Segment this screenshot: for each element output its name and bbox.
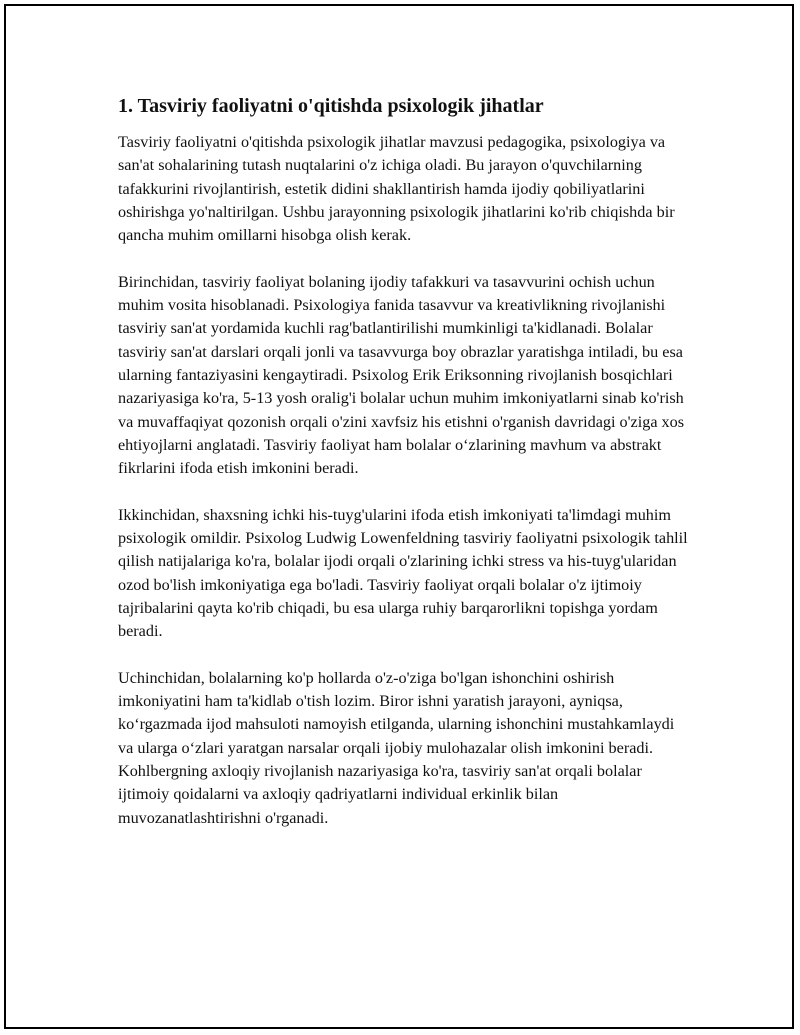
paragraph-second-point: Ikkinchidan, shaxsning ichki his-tuyg'ularini ifoda etish imkoniyati ta'limdagi muhim psixologik omildir. Psixolog Ludwig Lowenfeldning tasviriy faoliyatni psixologik tahlil qilish natijalariga ko'ra, bolalar ijodi orqali o'zlarining ichki stress va his-tuyg'ularidan ozod bo'lish imkoniyatiga ega bo'ladi. Tasviriy faoliyat orqali bolalar o'z ijtimoiy tajribalarini qayta ko'rib chiqadi, bu esa ularga ruhiy barqarorlikni topishga yordam beradi. (118, 505, 688, 641)
paragraph-intro: Tasviriy faoliyatni o'qitishda psixologik jihatlar mavzusi pedagogika, psixologiya va san'at sohalarining tutash nuqtalarini o'z ichiga oladi. Bu jarayon o'quvchilarning tafakkurini rivojlantirish, estetik didini shakllantirish hamda ijodiy qobiliyatlarini oshirishga yo'naltirilgan. Ushbu jarayonning psixologik jihatlarini ko'rib chiqishda bir qancha muhim omillarni hisobga olish kerak. (118, 133, 675, 245)
section-heading: 1. Tasviriy faoliyatni o'qitishda psixologik jihatlar (118, 95, 544, 117)
document-body (118, 93, 688, 853)
paragraph-first-point: Birinchidan, tasviriy faoliyat bolaning ijodiy tafakkuri va tasavvurini ochish uchun muhim vosita hisoblanadi. Psixologiya fanida tasavvur va kreativlikning rivojlanishi tasviriy san'at yordamida kuchli rag'batlantirilishi mumkinligi ta'kidlanadi. Bolalar tasviriy san'at darslari orqali jonli va tasavvurga boy obrazlar yaratishga intiladi, bu esa ularning fantaziyasini kengaytiradi. Psixolog Erik Eriksonning rivojlanish bosqichlari nazariyasiga ko'ra, 5-13 yosh oralig'i bolalar uchun muhim imkoniyatlarni sinab ko'rish va muvaffaqiyat qozonish orqali o'zini xavfsiz his etishni o'rganish davridagi o'ziga xos ehtiyojlarni anglatadi. Tasviriy faoliyat ham bolalar o‘zlarining mavhum va abstrakt fikrlarini ifoda etish imkonini beradi. (118, 272, 685, 478)
paragraph-third-point: Uchinchidan, bolalarning ko'p hollarda o'z-o'ziga bo'lgan ishonchini oshirish imkoniyatini ham ta'kidlab o'tish lozim. Biror ishni yaratish jarayoni, ayniqsa, ko‘rgazmada ijod mahsuloti namoyish etilganda, ularning ishonchini mustahkamlaydi va ularga o‘zlari yaratgan narsalar orqali ijobiy mulohazalar olish imkonini beradi. Kohlbergning axloqiy rivojlanish nazariyasiga ko'ra, tasviriy san'at orqali bolalar ijtimoiy qoidalarni va axloqiy qadriyatlarni individual erkinlik bilan muvozanatlashtirishni o'rganadi. (118, 668, 675, 827)
